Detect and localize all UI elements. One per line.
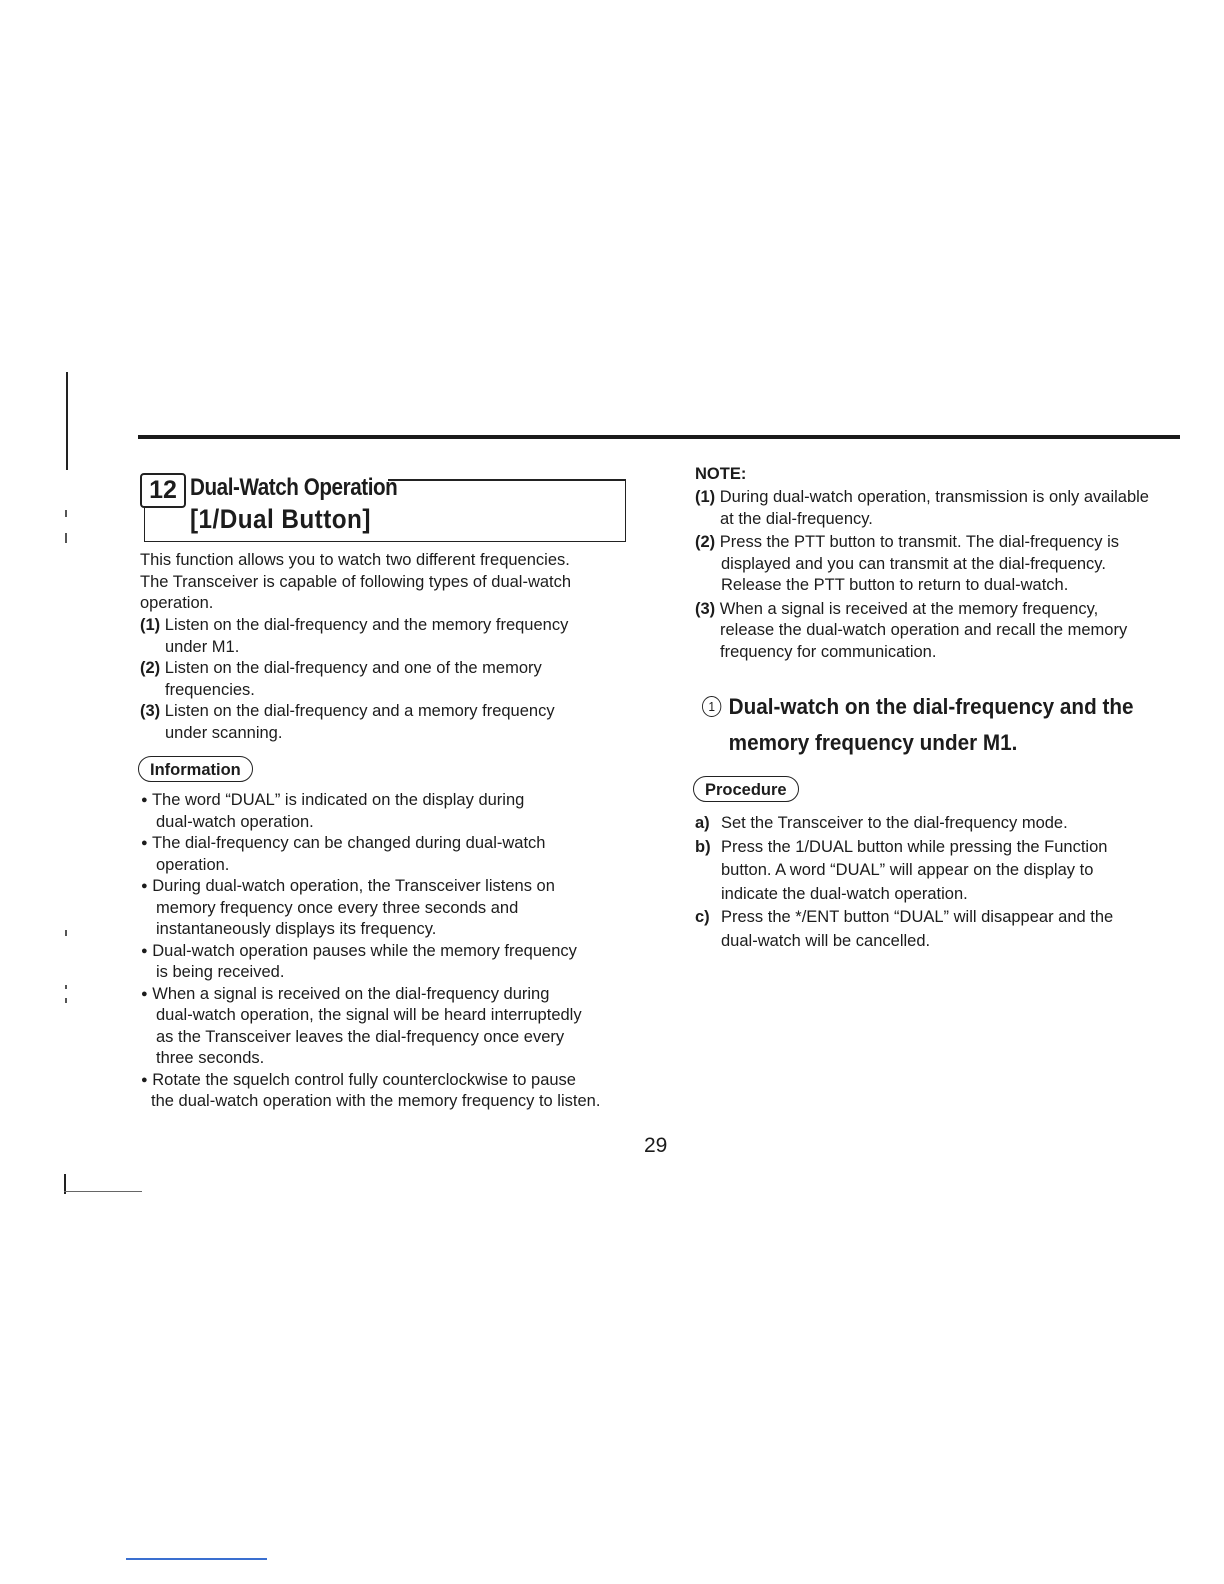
- bullet-icon: ●: [141, 944, 148, 957]
- section-title: Dual-Watch Operation: [190, 474, 398, 501]
- margin-tick: [65, 998, 67, 1003]
- note-label: NOTE:: [695, 465, 747, 483]
- margin-tick: [65, 533, 67, 543]
- list-item: ● When a signal is received on the dial-frequency during: [141, 984, 550, 1003]
- list-item: [140, 615, 568, 637]
- intro-line: The Transceiver is capable of following types of dual-watch: [140, 572, 572, 591]
- section-subtitle: [1/Dual Button]: [190, 504, 371, 534]
- list-item: c) Press the */ENT button “DUAL” will disappear and the: [695, 906, 1113, 930]
- list-item: [140, 658, 568, 680]
- item-text-cont: under M1.: [165, 637, 240, 656]
- item-number: (2): [695, 533, 716, 551]
- item-number: (3): [695, 599, 716, 618]
- corner-mark-line: [64, 1191, 142, 1192]
- margin-tick: [65, 985, 67, 989]
- information-label: Information: [138, 756, 253, 782]
- top-rule: [138, 435, 1180, 439]
- item-text: Listen on the dial-frequency and the memory frequency: [164, 616, 569, 634]
- bullet-icon: ●: [141, 880, 148, 892]
- list-item: [140, 701, 568, 723]
- bullet-icon: ●: [141, 837, 148, 849]
- item-text: Listen on the dial-frequency and one of the memory: [164, 659, 542, 677]
- information-list: ● The word “DUAL” is indicated on the display during dual-watch operation. ● The dial-frequency can be changed during dual-watch operation. ● During dual-watch operation, the Transceiver listens on memory frequency once every three seconds and instantaneously displays its frequency. ● Dual-watch operation pauses while the memory frequency is being received. ● When a signal is received on the dial-frequency during dual-watch operation, the signal will be heard interruptedly as the Transceiver leaves the dial-frequency once every three seconds. ● Rotate the squelch control fully counterclockwise to pause the dual-watch operation with the memory frequency to listen.: [141, 791, 601, 1110]
- list-item: ● Rotate the squelch control fully counterclockwise to pause: [141, 1070, 576, 1089]
- list-item: (3) When a signal is received at the memory frequency,: [695, 599, 1149, 621]
- intro-line: This function allows you to watch two different frequencies.: [140, 551, 570, 569]
- list-item: b) Press the 1/DUAL button while pressing the Function: [695, 836, 1113, 860]
- step-letter: c): [695, 908, 710, 926]
- bullet-icon: ●: [141, 987, 148, 1000]
- bullet-icon: ●: [141, 794, 148, 806]
- list-item: ● The word “DUAL” is indicated on the display during: [141, 791, 525, 809]
- list-item: (1) During dual-watch operation, transmission is only available: [695, 487, 1149, 509]
- item-text: Listen on the dial-frequency and a memory frequency: [164, 702, 555, 720]
- intro-line: operation.: [140, 594, 214, 612]
- intro-paragraph: [140, 550, 571, 615]
- item-number: (1): [695, 488, 716, 506]
- item-text-cont: under scanning.: [165, 723, 283, 742]
- item-number: (3): [140, 702, 161, 720]
- item-text-cont: frequencies.: [165, 680, 255, 699]
- types-list: [140, 615, 568, 744]
- procedure-label: Procedure: [693, 776, 799, 802]
- margin-line: [66, 372, 68, 470]
- step-letter: b): [695, 837, 711, 856]
- item-number: (2): [140, 659, 161, 677]
- section-heading-frame-top: [388, 479, 626, 481]
- item-number: (1): [140, 616, 161, 634]
- bullet-icon: ●: [141, 1073, 148, 1086]
- list-item: (2) Press the PTT button to transmit. The dial-frequency is: [695, 532, 1149, 554]
- list-item: a) Set the Transceiver to the dial-frequency mode.: [695, 812, 1113, 836]
- margin-tick: [65, 930, 67, 936]
- list-item: ● The dial-frequency can be changed during dual-watch: [141, 834, 546, 852]
- margin-tick: [65, 510, 67, 517]
- bottom-link-line: [126, 1558, 267, 1560]
- section-number: 12: [149, 476, 177, 504]
- list-item: ● Dual-watch operation pauses while the memory frequency: [141, 941, 577, 960]
- step-letter: a): [695, 814, 710, 832]
- list-item: ● During dual-watch operation, the Transceiver listens on: [141, 877, 555, 895]
- procedure-list: a) Set the Transceiver to the dial-frequency mode. b) Press the 1/DUAL button while pressing the Function button. A word “DUAL” will appear on the display to indicate the dual-watch operation. c) Press the */ENT button “DUAL” will disappear and the dual-watch will be cancelled.: [695, 814, 1114, 950]
- subsection-heading: 1 Dual-watch on the dial-frequency and the memory frequency under M1.: [702, 689, 1134, 761]
- note-list: (1) During dual-watch operation, transmission is only available at the dial-frequency. (2) Press the PTT button to transmit. The dial-frequency is displayed and you can transmit at the dial-frequency. Release the PTT button to return to dual-watch. (3) When a signal is received at the memory frequency, release the dual-watch operation and recall the memory frequency for communication.: [695, 488, 1149, 661]
- circled-number-icon: 1: [702, 696, 721, 717]
- page-number: 29: [644, 1134, 668, 1157]
